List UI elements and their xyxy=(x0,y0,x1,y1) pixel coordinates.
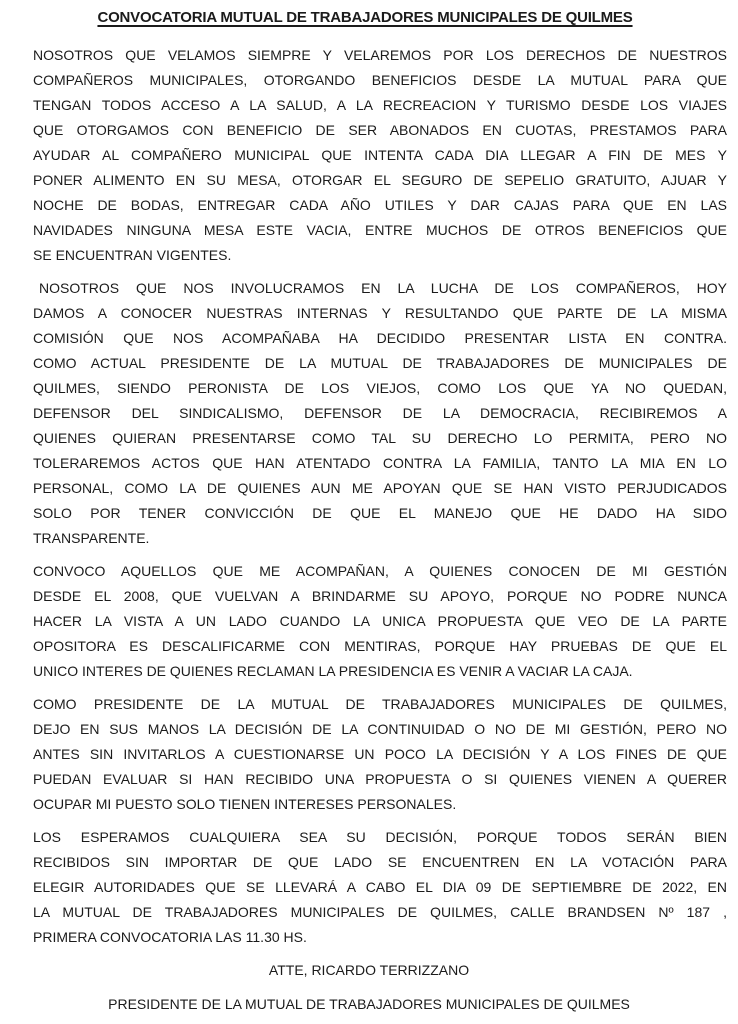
text-line: PUEDAN EVALUAR SI HAN RECIBIDO UNA PROPUESTA O SI QUIENES VIENEN A QUERER xyxy=(33,771,727,787)
text-line: COMISIÓN QUE NOS ACOMPAÑABA HA DECIDIDO PRESENTAR LISTA EN CONTRA. xyxy=(33,330,727,346)
text-line: HACER LA VISTA A UN LADO CUANDO LA UNICA PROPUESTA QUE VEO DE LA PARTE xyxy=(33,613,727,629)
text-line: UNICO INTERES DE QUIENES RECLAMAN LA PRESIDENCIA ES VENIR A VACIAR LA CAJA. xyxy=(33,663,633,679)
text-line: QUIENES QUIERAN PRESENTARSE COMO TAL SU DERECHO LO PERMITA, PERO NO xyxy=(33,430,727,446)
text-line: DAMOS A CONOCER NUESTRAS INTERNAS Y RESULTANDO QUE PARTE DE LA MISMA xyxy=(33,305,727,321)
text-line: NAVIDADES NINGUNA MESA ESTE VACIA, ENTRE MUCHOS DE OTROS BENEFICIOS QUE xyxy=(33,222,727,238)
paragraph xyxy=(33,43,727,268)
text-line: PRIMERA CONVOCATORIA LAS 11.30 HS. xyxy=(33,929,307,945)
text-line: SE ENCUENTRAN VIGENTES. xyxy=(33,247,232,263)
paragraph xyxy=(33,559,727,684)
text-line: COMPAÑEROS MUNICIPALES, OTORGANDO BENEFICIOS DESDE LA MUTUAL PARA QUE xyxy=(33,72,727,88)
text-line: QUE OTORGAMOS CON BENEFICIO DE SER ABONADOS EN CUOTAS, PRESTAMOS PARA xyxy=(33,122,727,138)
text-line: QUILMES, SIENDO PERONISTA DE LOS VIEJOS, COMO LOS QUE YA NO QUEDAN, xyxy=(33,380,727,396)
paragraph xyxy=(33,692,727,817)
text-line: COMO ACTUAL PRESIDENTE DE LA MUTUAL DE TRABAJADORES DE MUNICIPALES DE xyxy=(33,355,727,371)
text-line: DEFENSOR DEL SINDICALISMO, DEFENSOR DE LA DEMOCRACIA, RECIBIREMOS A xyxy=(33,405,727,421)
text-line: NOSOTROS QUE NOS INVOLUCRAMOS EN LA LUCHA DE LOS COMPAÑEROS, HOY xyxy=(39,280,727,296)
text-line: TRANSPARENTE. xyxy=(33,530,150,546)
text-line: AYUDAR AL COMPAÑERO MUNICIPAL QUE INTENTA CADA DIA LLEGAR A FIN DE MES Y xyxy=(33,147,727,163)
signature-name: ATTE, RICARDO TERRIZZANO xyxy=(268,962,470,978)
text-line: TOLERAREMOS ACTOS QUE HAN ATENTADO CONTRA LA FAMILIA, TANTO LA MIA EN LO xyxy=(33,455,727,471)
text-line: LOS ESPERAMOS CUALQUIERA SEA SU DECISIÓN, PORQUE TODOS SERÁN BIEN xyxy=(33,829,727,845)
text-line: SOLO POR TENER CONVICCIÓN DE QUE EL MANEJO QUE HE DADO HA SIDO xyxy=(33,505,727,521)
text-line: PERSONAL, COMO LA DE QUIENES AUN ME APOYAN QUE SE HAN VISTO PERJUDICADOS xyxy=(33,480,727,496)
text-line: ANTES SIN INVITARLOS A CUESTIONARSE UN POCO LA DECISIÓN Y A LOS FINES DE QUE xyxy=(33,746,727,762)
text-line: DEJO EN SUS MANOS LA DECISIÓN DE LA CONTINUIDAD O NO DE MI GESTIÓN, PERO NO xyxy=(33,721,727,737)
text-line: TENGAN TODOS ACCESO A LA SALUD, A LA RECREACION Y TURISMO DESDE LOS VIAJES xyxy=(33,97,727,113)
paragraph xyxy=(33,825,727,950)
text-line: NOCHE DE BODAS, ENTREGAR CADA AÑO UTILES Y DAR CAJAS PARA QUE EN LAS xyxy=(33,197,727,213)
document-title: CONVOCATORIA MUTUAL DE TRABAJADORES MUNICIPALES DE QUILMES xyxy=(97,9,633,26)
text-line: RECIBIDOS SIN IMPORTAR DE QUE LADO SE ENCUENTREN EN LA VOTACIÓN PARA xyxy=(33,854,727,870)
text-line: OCUPAR MI PUESTO SOLO TIENEN INTERESES PERSONALES. xyxy=(33,796,457,812)
text-line: CONVOCO AQUELLOS QUE ME ACOMPAÑAN, A QUIENES CONOCEN DE MI GESTIÓN xyxy=(33,563,727,579)
text-line: DESDE EL 2008, QUE VUELVAN A BRINDARME SU APOYO, PORQUE NO PODRE NUNCA xyxy=(33,588,727,604)
text-line: NOSOTROS QUE VELAMOS SIEMPRE Y VELAREMOS POR LOS DERECHOS DE NUESTROS xyxy=(33,47,727,63)
text-line: ELEGIR AUTORIDADES QUE SE LLEVARÁ A CABO EL DIA 09 DE SEPTIEMBRE DE 2022, EN xyxy=(33,879,727,895)
text-line: PONER ALIMENTO EN SU MESA, OTORGAR EL SEGURO DE SEPELIO GRATUITO, AJUAR Y xyxy=(33,172,727,188)
text-line: COMO PRESIDENTE DE LA MUTUAL DE TRABAJADORES MUNICIPALES DE QUILMES, xyxy=(33,696,727,712)
signature-role: PRESIDENTE DE LA MUTUAL DE TRABAJADORES MUNICIPALES DE QUILMES xyxy=(108,996,630,1012)
text-line: OPOSITORA ES DESCALIFICARME CON MENTIRAS, PORQUE HAY PRUEBAS DE QUE EL xyxy=(33,638,727,654)
document-body xyxy=(33,43,727,950)
text-line: LA MUTUAL DE TRABAJADORES MUNICIPALES DE QUILMES, CALLE BRANDSEN Nº 187 , xyxy=(33,904,727,920)
paragraph xyxy=(33,276,727,551)
